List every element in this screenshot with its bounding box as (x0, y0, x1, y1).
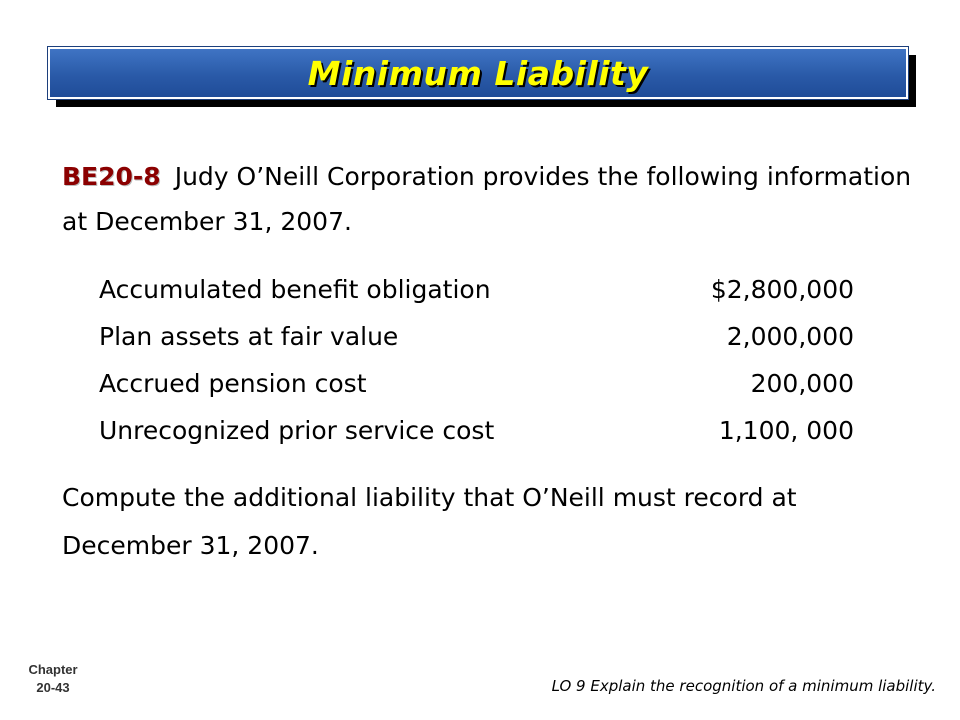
table-row (99, 266, 854, 313)
page-number: 20-43 (36, 680, 70, 695)
intro-text: Judy O’Neill Corporation provides the following information at December 31, 2007. (62, 162, 912, 236)
table-row (99, 407, 854, 454)
item-amount: $2,800,000 (710, 275, 854, 304)
item-amount: 1,100, 000 (718, 416, 854, 445)
intro-paragraph (62, 154, 922, 244)
slide-title: Minimum Liability (307, 53, 649, 93)
pension-data-table (99, 266, 854, 454)
item-label: Accumulated benefit obligation (99, 275, 491, 304)
item-label: Accrued pension cost (99, 369, 367, 398)
title-bar (48, 47, 908, 99)
table-row (99, 313, 854, 360)
item-amount: 2,000,000 (726, 322, 854, 351)
table-row (99, 360, 854, 407)
question-text: Compute the additional liability that O’Neill must record at December 31, 2007. (62, 483, 797, 560)
item-amount: 200,000 (750, 369, 854, 398)
exercise-label: BE20-8 (62, 162, 161, 191)
learning-objective: LO 9 Explain the recognition of a minimum liability. (551, 677, 936, 695)
item-label: Unrecognized prior service cost (99, 416, 495, 445)
chapter-marker (18, 661, 88, 697)
item-label: Plan assets at fair value (99, 322, 399, 351)
chapter-label: Chapter (28, 662, 78, 677)
